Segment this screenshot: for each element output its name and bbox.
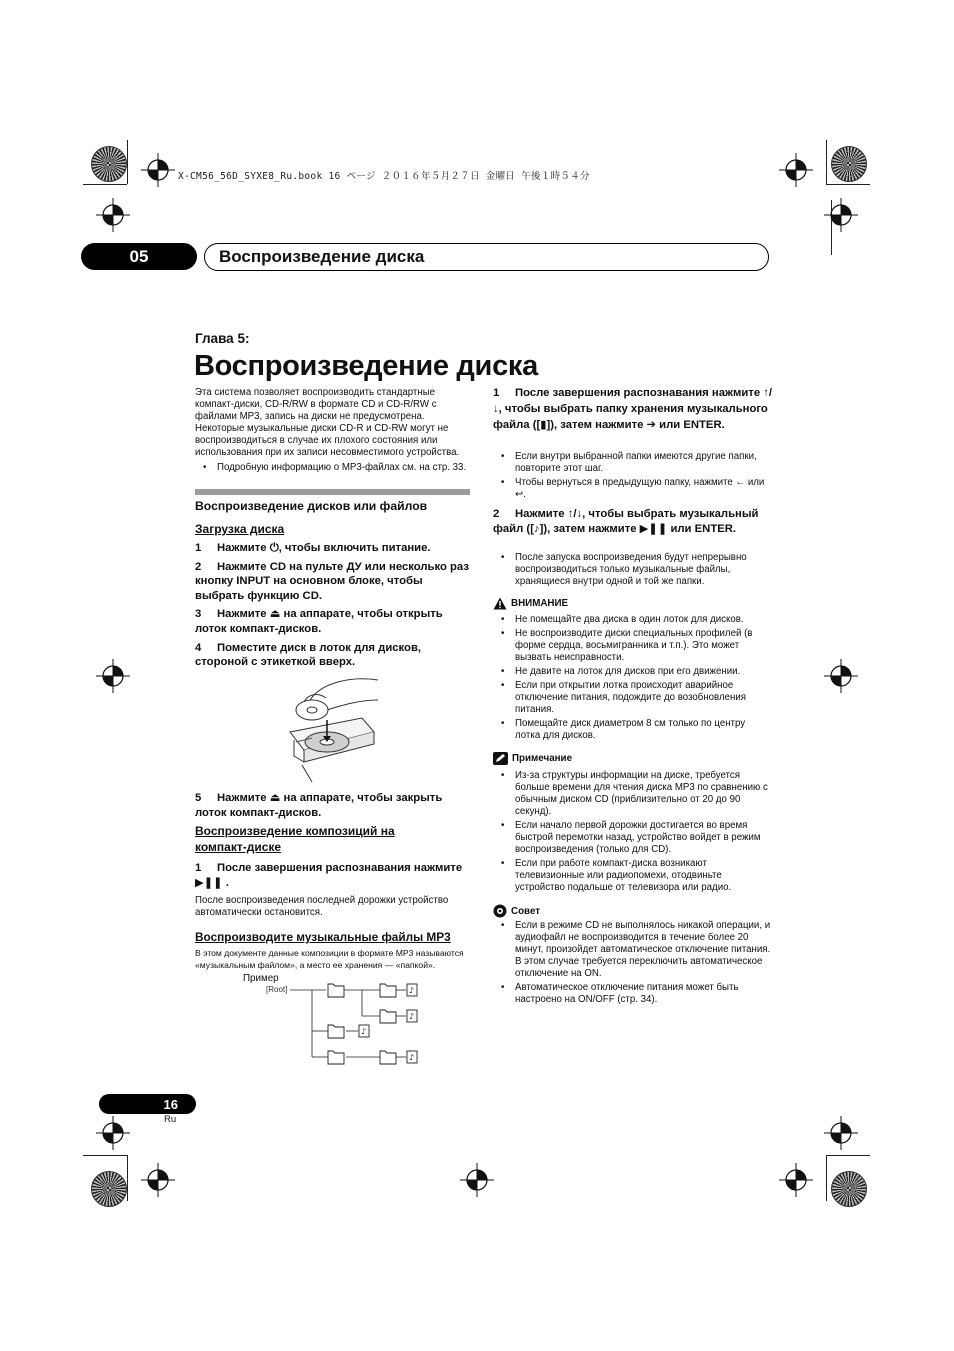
color-target-icon xyxy=(91,146,127,182)
registration-mark-icon xyxy=(96,659,130,693)
registration-mark-icon xyxy=(779,1163,813,1197)
tip-gear-icon xyxy=(493,904,507,918)
registration-mark-icon xyxy=(96,198,130,232)
list-item: • Не давите на лоток для дисков при его движении. xyxy=(493,666,771,678)
subheading-play-cd: Воспроизведение композиций на компакт-диске xyxy=(195,824,395,854)
mp3-step-2: 2 Нажмите ↑/↓, чтобы выбрать музыкальный файл ([♪]), затем нажмите ▶❚❚ или ENTER. xyxy=(493,508,759,535)
registration-mark-icon xyxy=(824,198,858,232)
list-item: • Помещайте диск диаметром 8 см только по центру лотка для дисков. xyxy=(493,718,771,742)
chapter-number: 05 xyxy=(129,246,149,266)
list-item: • Если в режиме CD не выполнялось никакой операции, и аудиофайл не воспроизводится в течение более 20 минут, произойдет автоматическое отключение питания. В этом случае требуется переключить автоматическое отключение на ON. xyxy=(493,920,771,980)
note-heading: Примечание xyxy=(493,752,572,765)
chapter-number-badge xyxy=(81,243,197,270)
subheading-mp3: Воспроизводите музыкальные файлы MP3 xyxy=(195,930,451,944)
registration-mark-icon xyxy=(141,1163,175,1197)
chapter-label: Глава 5: xyxy=(195,331,250,346)
section-divider xyxy=(195,489,470,495)
book-info: X-CM56_56D_SYXE8_Ru.book 16 ページ ２０１６年５月２７日 金曜日 午後１時５４分 xyxy=(178,171,590,182)
root-label: [Root] xyxy=(266,985,288,994)
note-pencil-icon xyxy=(493,752,508,765)
mp3-step-1-bullets xyxy=(493,451,771,501)
play-step-1: 1 После завершения распознавания нажмите ▶❚❚ . xyxy=(195,862,463,889)
registration-mark-icon xyxy=(460,1163,494,1197)
registration-mark-icon xyxy=(96,1116,130,1150)
warning-icon xyxy=(493,597,507,610)
step-5: 5 Нажмите ⏏ на аппарате, чтобы закрыть лоток компакт-дисков. xyxy=(195,792,443,819)
page-title: Воспроизведение диска xyxy=(194,350,538,382)
page-number-badge xyxy=(99,1094,196,1114)
page-number: 16 xyxy=(163,1096,178,1112)
registration-mark-icon xyxy=(779,153,813,187)
mp3-note: В этом документе данные композиции в формате MP3 называются «музыкальным файлом», а место ее хранения — «папкой». xyxy=(195,948,464,970)
list-item: • После запуска воспроизведения будут непрерывно воспроизводиться только музыкальные файлы, хранящиеся внутри одной и той же папки. xyxy=(493,552,771,588)
list-item: • Автоматическое отключение питания может быть настроено на ON/OFF (стр. 34). xyxy=(493,982,771,1006)
tip-heading: Совет xyxy=(493,904,540,918)
list-item: • Не помещайте два диска в один лоток для дисков. xyxy=(493,614,771,626)
play-note: После воспроизведения последней дорожки устройство автоматически остановится. xyxy=(195,895,449,918)
registration-mark-icon xyxy=(824,659,858,693)
left-column xyxy=(195,387,470,474)
list-item: • Из-за структуры информации на диске, требуется больше времени для чтения диска MP3 по сравнению с обычным диском CD (приблизительно от 20 до 90 секунд). xyxy=(493,770,771,818)
list-item: • Если внутри выбранной папки имеются другие папки, повторите этот шаг. xyxy=(493,451,771,475)
caution-heading: ВНИМАНИЕ xyxy=(493,597,568,610)
registration-mark-icon xyxy=(824,1116,858,1150)
chapter-title: Воспроизведение диска xyxy=(219,247,425,266)
registration-mark-icon xyxy=(141,153,175,187)
list-item: • Если начало первой дорожки достигается во время быстрой перемотки назад, устройство войдет в режим воспроизведения (только для CD). xyxy=(493,820,771,856)
svg-text:♪: ♪ xyxy=(409,1012,415,1021)
step-4: 4 Поместите диск в лоток для дисков, стороной с этикеткой вверх. xyxy=(195,641,422,669)
svg-text:♪: ♪ xyxy=(409,986,415,995)
tip-list xyxy=(493,920,771,1006)
color-target-icon xyxy=(91,1171,127,1207)
step-3: 3 Нажмите ⏏ на аппарате, чтобы открыть лоток компакт-дисков. xyxy=(195,608,443,635)
step-2: 2 Нажмите CD на пульте ДУ или несколько раз кнопку INPUT на основном блоке, чтобы выбрать функцию CD. xyxy=(195,560,469,602)
intro-bullet: • Подробную информацию о MP3-файлах см. на стр. 33. xyxy=(195,462,470,474)
section-heading-play: Воспроизведение дисков или файлов xyxy=(195,499,428,513)
list-item: • Не воспроизводите диски специальных профилей (в форме сердца, восьмигранника и т.п.). Это может вызвать неисправности. xyxy=(493,628,771,664)
language-code: Ru xyxy=(164,1114,177,1125)
load-steps xyxy=(195,541,473,670)
folder-tree-diagram xyxy=(290,982,425,1067)
step-1: 1 Нажмите ⏻, чтобы включить питание. xyxy=(195,542,431,554)
caution-list xyxy=(493,614,771,742)
svg-text:♪: ♪ xyxy=(409,1053,415,1062)
list-item: • Чтобы вернуться в предыдущую папку, нажмите ← или ↩. xyxy=(493,477,771,501)
list-item: • Если при работе компакт-диска возникают телевизионные или радиопомехи, отодвиньте устройство подальше от телевизора или радио. xyxy=(493,858,771,894)
mp3-step-1: 1 После завершения распознавания нажмите ↑/↓, чтобы выбрать папку хранения музыкального файла ([▮]), затем нажмите ➔ или ENTER. xyxy=(493,387,773,431)
list-item: • Если при открытии лотка происходит аварийное отключение питания, подождите до возобновления питания. xyxy=(493,680,771,716)
color-target-icon xyxy=(831,1171,867,1207)
chapter-title-box xyxy=(204,243,769,271)
subheading-load-disc: Загрузка диска xyxy=(195,522,285,536)
color-target-icon xyxy=(831,146,867,182)
intro-paragraph: Эта система позволяет воспроизводить стандартные компакт-диски, CD-R/RW в формате CD и CD-R/RW с файлами MP3, запись на диски не предусмотрена. Некоторые музыкальные диски CD-R и CD-RW могут не воспроизводиться в случае их плохого состояния или использования при их записи несовместимого устройства. xyxy=(195,387,460,458)
disc-loading-illustration xyxy=(282,670,382,785)
example-label: Пример xyxy=(243,973,279,984)
svg-text:♪: ♪ xyxy=(361,1027,367,1036)
note-list xyxy=(493,770,771,894)
mp3-step-2-bullets xyxy=(493,552,771,588)
